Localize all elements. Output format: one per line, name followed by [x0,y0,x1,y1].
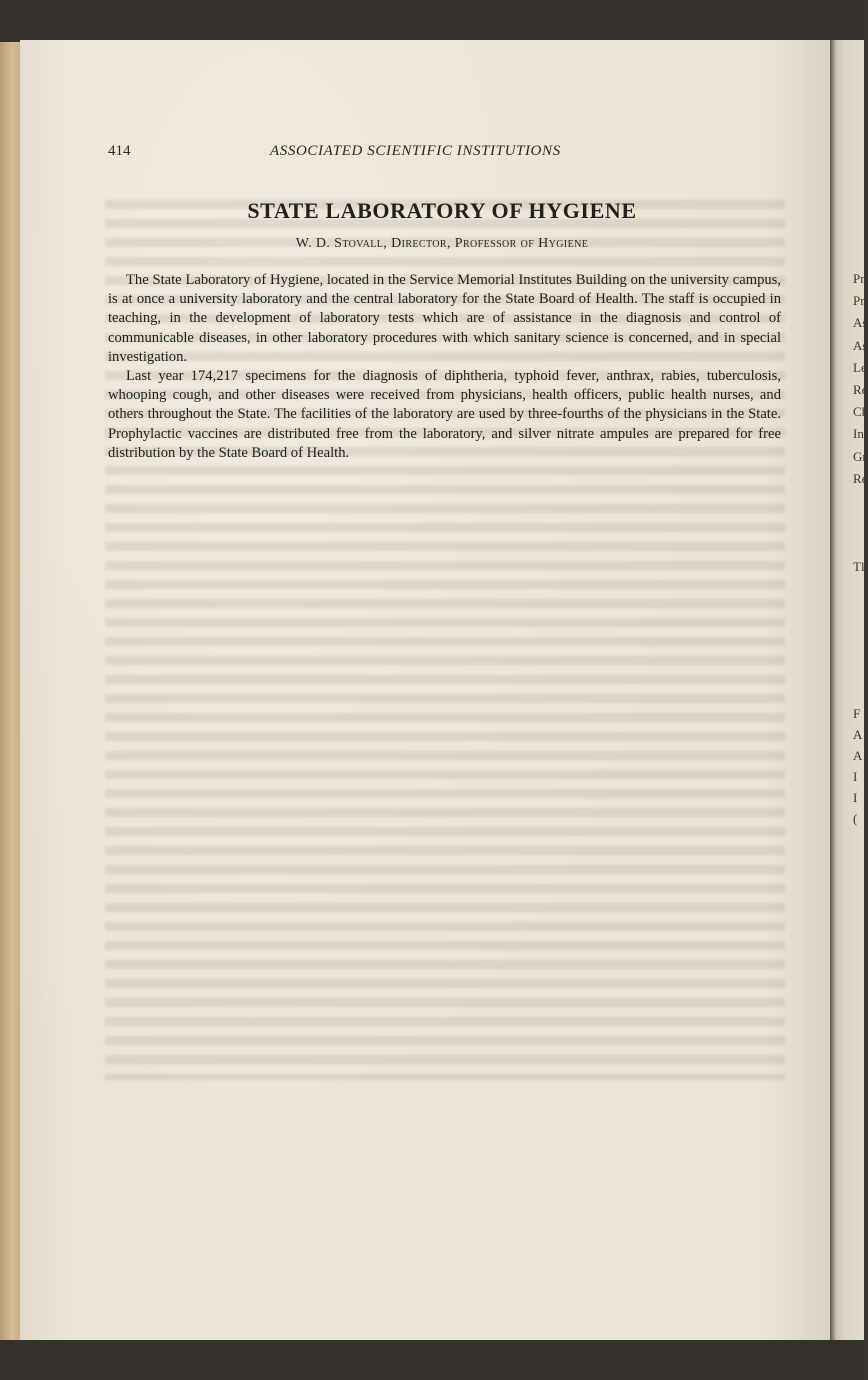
fragment: F [853,706,861,721]
fragment: A [853,748,863,763]
fragment: A [853,727,863,742]
article-title: STATE LABORATORY OF HYGIENE [247,198,637,223]
fragment: In [853,426,864,442]
adjacent-page-fragments-lower [853,703,864,829]
fragment: ( [853,811,858,826]
paragraph: Last year 174,217 specimens for the diagnosis of diphtheria, typhoid fever, anthrax, rabies, tuberculosis, whooping cough, and other diseases were received from physicians, health officers, public health nurses, and others throughout the State. The facilities of the laboratory are used by three-fourths of the physicians in the State. Prophylactic vaccines are distributed free from the laboratory, and silver nitrate ampules are prepared for free distribution by the State Board of Health. [108,368,781,461]
fragment: Tl [853,559,865,575]
page-number: 414 [108,143,131,159]
fragment: I [853,769,858,784]
adjacent-page-edge [830,40,868,1340]
fragment: Re [853,382,868,398]
fragment: As [853,315,868,331]
running-head: ASSOCIATED SCIENTIFIC INSTITUTIONS [270,143,561,159]
fragment: Ch [853,404,868,420]
scanner-background-top [0,0,864,42]
fragment: Re [853,470,868,486]
paragraph: The State Laboratory of Hygiene, located in the Service Memorial Institutes Building on the university campus, is at once a university laboratory and the central laboratory for the State Board of Health. The staff is occupied in teaching, in the development of laboratory tests which are of assistance in the diagnosis and control of communicable diseases, in other laboratory procedures with which sanitary science is concerned, and in special investigation. [108,272,781,365]
fragment: As [853,337,868,353]
article-byline: W. D. Stovall, Director, Professor of Hygiene [295,236,589,251]
fragment: Pr [853,271,865,286]
fragment: Pr [853,293,865,309]
fragment: Gr [853,448,867,464]
fragment: Le [853,359,867,375]
scanner-background-bottom [0,1340,864,1380]
book-edge [0,42,22,1342]
fragment: I [853,790,858,805]
adjacent-page-fragments-upper [853,268,868,578]
article-body [108,271,781,463]
